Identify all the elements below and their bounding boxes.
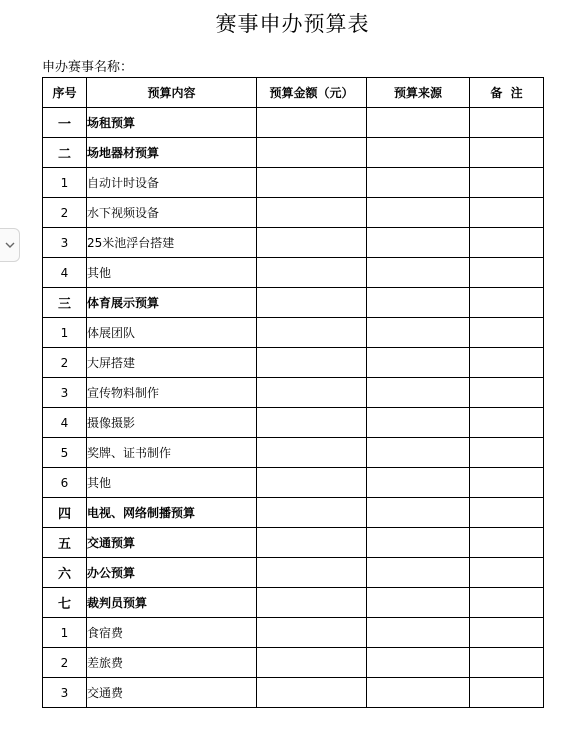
row-content: 大屏搭建 [87,348,257,378]
source-cell[interactable] [367,528,470,558]
row-seq: 4 [43,258,87,288]
row-seq: 1 [43,168,87,198]
amount-cell[interactable] [257,648,367,678]
amount-cell[interactable] [257,138,367,168]
row-seq: 2 [43,348,87,378]
remark-cell[interactable] [470,468,544,498]
amount-cell[interactable] [257,588,367,618]
row-content: 体展团队 [87,318,257,348]
remark-cell[interactable] [470,408,544,438]
source-cell[interactable] [367,558,470,588]
source-cell[interactable] [367,288,470,318]
table-row [43,618,544,648]
row-seq: 三 [43,288,87,318]
remark-cell[interactable] [470,558,544,588]
budget-table [42,77,544,708]
row-content: 办公预算 [87,558,257,588]
category-row [43,558,544,588]
amount-cell[interactable] [257,378,367,408]
source-cell[interactable] [367,198,470,228]
source-cell[interactable] [367,258,470,288]
row-content: 其他 [87,468,257,498]
amount-cell[interactable] [257,318,367,348]
table-row [43,348,544,378]
row-content: 食宿费 [87,618,257,648]
amount-cell[interactable] [257,558,367,588]
amount-cell[interactable] [257,408,367,438]
remark-cell[interactable] [470,258,544,288]
source-cell[interactable] [367,108,470,138]
amount-cell[interactable] [257,108,367,138]
row-seq: 四 [43,498,87,528]
source-cell[interactable] [367,168,470,198]
source-cell[interactable] [367,678,470,708]
table-row [43,408,544,438]
category-row [43,498,544,528]
remark-cell[interactable] [470,288,544,318]
remark-cell[interactable] [470,648,544,678]
row-content: 25米池浮台搭建 [87,228,257,258]
row-content: 电视、网络制播预算 [87,498,257,528]
source-cell[interactable] [367,378,470,408]
source-cell[interactable] [367,468,470,498]
table-row [43,168,544,198]
category-row [43,108,544,138]
category-row [43,528,544,558]
row-seq: 2 [43,198,87,228]
event-name-label: 申办赛事名称： [42,60,134,75]
table-row [43,198,544,228]
table-row [43,228,544,258]
amount-cell[interactable] [257,468,367,498]
source-cell[interactable] [367,588,470,618]
header-content: 预算内容 [87,78,257,108]
amount-cell[interactable] [257,288,367,318]
row-content: 场地器材预算 [87,138,257,168]
row-seq: 4 [43,408,87,438]
remark-cell[interactable] [470,588,544,618]
row-seq: 六 [43,558,87,588]
remark-cell[interactable] [470,168,544,198]
row-seq: 1 [43,618,87,648]
amount-cell[interactable] [257,678,367,708]
page-title: 赛事申办预算表 [215,12,370,36]
row-seq: 3 [43,228,87,258]
header-remark: 备 注 [470,78,544,108]
row-content: 宣传物料制作 [87,378,257,408]
row-content: 交通费 [87,678,257,708]
row-seq: 1 [43,318,87,348]
source-cell[interactable] [367,348,470,378]
remark-cell[interactable] [470,498,544,528]
row-seq: 五 [43,528,87,558]
source-cell[interactable] [367,618,470,648]
row-content: 摄像摄影 [87,408,257,438]
row-content: 裁判员预算 [87,588,257,618]
remark-cell[interactable] [470,138,544,168]
row-seq: 2 [43,648,87,678]
row-seq: 七 [43,588,87,618]
remark-cell[interactable] [470,378,544,408]
category-row [43,288,544,318]
row-seq: 一 [43,108,87,138]
remark-cell[interactable] [470,198,544,228]
table-header-row [43,78,544,108]
table-row [43,438,544,468]
remark-cell[interactable] [470,438,544,468]
table-row [43,258,544,288]
header-seq: 序号 [43,78,87,108]
amount-cell[interactable] [257,528,367,558]
amount-cell[interactable] [257,618,367,648]
row-content: 自动计时设备 [87,168,257,198]
table-row [43,678,544,708]
remark-cell[interactable] [470,678,544,708]
chevron-down-icon [5,241,15,249]
row-seq: 3 [43,378,87,408]
row-content: 水下视频设备 [87,198,257,228]
source-cell[interactable] [367,228,470,258]
row-content: 交通预算 [87,528,257,558]
source-cell[interactable] [367,408,470,438]
row-seq: 二 [43,138,87,168]
remark-cell[interactable] [470,108,544,138]
row-content: 差旅费 [87,648,257,678]
source-cell[interactable] [367,318,470,348]
remark-cell[interactable] [470,528,544,558]
source-cell[interactable] [367,438,470,468]
source-cell[interactable] [367,138,470,168]
amount-cell[interactable] [257,198,367,228]
table-row [43,468,544,498]
amount-cell[interactable] [257,348,367,378]
amount-cell[interactable] [257,258,367,288]
row-seq: 3 [43,678,87,708]
amount-cell[interactable] [257,168,367,198]
table-row [43,648,544,678]
sidebar-toggle-button[interactable] [0,228,20,262]
remark-cell[interactable] [470,618,544,648]
row-content: 场租预算 [87,108,257,138]
remark-cell[interactable] [470,318,544,348]
remark-cell[interactable] [470,228,544,258]
source-cell[interactable] [367,648,470,678]
header-amount: 预算金额（元） [257,78,367,108]
row-content: 奖牌、证书制作 [87,438,257,468]
source-cell[interactable] [367,498,470,528]
row-content: 其他 [87,258,257,288]
row-seq: 5 [43,438,87,468]
row-seq: 6 [43,468,87,498]
table-row [43,378,544,408]
category-row [43,138,544,168]
amount-cell[interactable] [257,438,367,468]
header-source: 预算来源 [367,78,470,108]
table-row [43,318,544,348]
remark-cell[interactable] [470,348,544,378]
row-content: 体育展示预算 [87,288,257,318]
amount-cell[interactable] [257,498,367,528]
amount-cell[interactable] [257,228,367,258]
category-row [43,588,544,618]
